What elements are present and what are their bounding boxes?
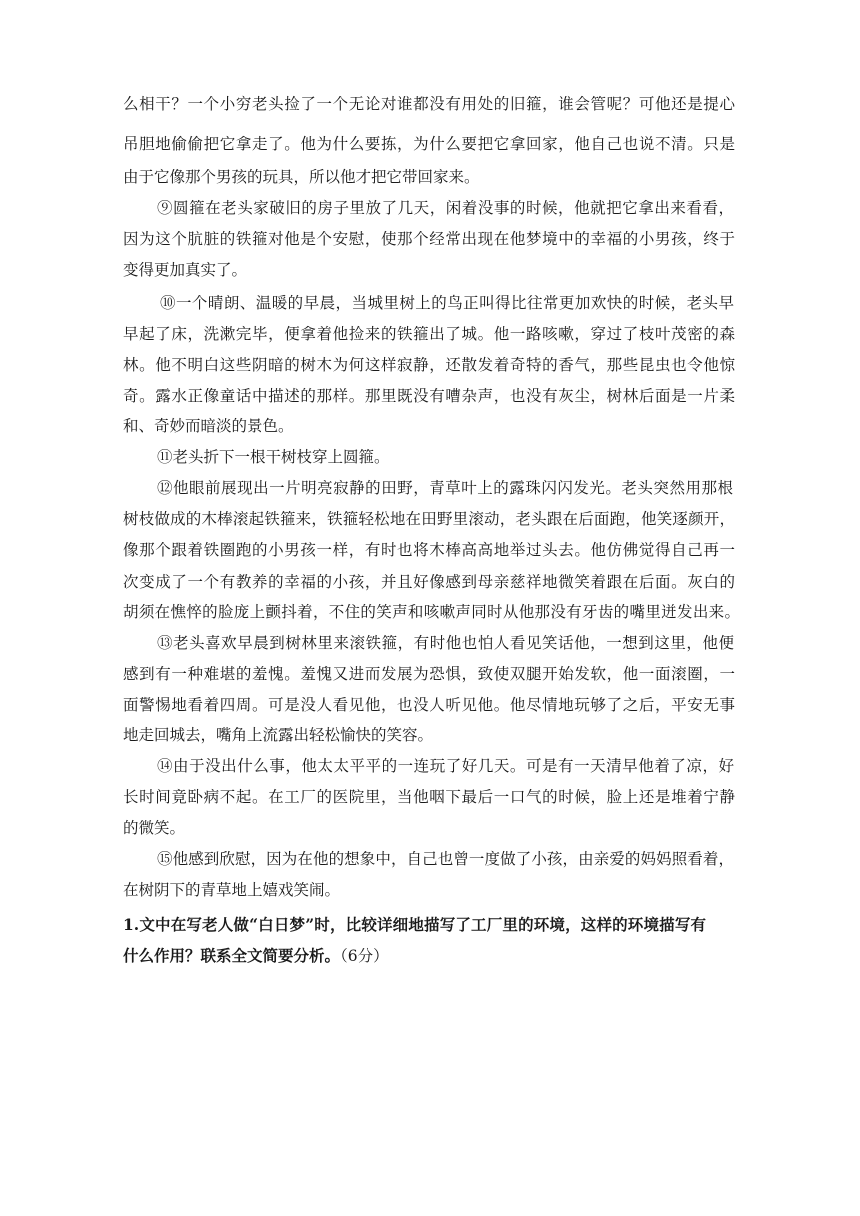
paragraph-13-line: ⑬老头喜欢早晨到树林里来滚铁箍，有时他也怕人看见笑话他，一想到这里，他便	[157, 634, 734, 652]
text-line: 早起了床，洗漱完毕，便拿着他捡来的铁箍出了城。他一路咳嗽，穿过了枝叶茂密的森	[123, 325, 735, 343]
paragraph-11-line: ⑪老头折下一根干树枝穿上圆箍。	[157, 448, 390, 466]
text-line: 吊胆地偷偷把它拿走了。他为什么要拣，为什么要把它拿回家，他自己也说不清。只是	[123, 135, 735, 153]
text-line: 林。他不明白这些阴暗的树木为何这样寂静，还散发着奇特的香气，那些昆虫也令他惊	[123, 356, 735, 374]
paragraph-10-line: ⑩一个晴朗、温暖的早晨，当城里树上的鸟正叫得比往常更加欢快的时候，老头早	[160, 294, 734, 312]
text-line: 在树阴下的青草地上嬉戏笑闹。	[123, 881, 341, 899]
text-line: 地走回城去，嘴角上流露出轻松愉快的笑容。	[123, 726, 434, 744]
paragraph-12-line	[157, 478, 733, 498]
underlined-text-line: 次变成了一个有教养的幸福的小孩，并且好像感到母亲慈祥地微笑着跟在后面。灰白的	[123, 573, 735, 591]
text-line: 么相干？一个小穷老头捡了一个无论对谁都没有用处的旧箍，谁会管呢？可他还是提心	[123, 95, 735, 113]
text-line: 变得更加真实了。	[123, 261, 248, 279]
text-line: 面警惕地看着四周。可是没人看见他，也没人听见他。他尽情地玩够了之后，平安无事	[123, 696, 735, 714]
paragraph-9-line: ⑨圆箍在老头家破旧的房子里放了几天，闲着没事的时候，他就把它拿出来看看，	[157, 199, 734, 217]
paragraph-14-line: ⑭由于没出什么事，他太太平平的一连玩了好几天。可是有一天清早他着了凉，好	[157, 757, 734, 775]
question-marks: （6分）	[340, 947, 389, 965]
question-line: 1.文中在写老人做“白日梦”时，比较详细地描写了工厂里的环境，这样的环境描写有	[123, 915, 706, 934]
text-line: 感到有一种难堪的羞愧。羞愧又进而发展为恐惧，致使双腿开始发软，他一面滚圈，一	[123, 665, 735, 683]
underlined-text-line: 像那个跟着铁圈跑的小男孩一样，有时也将木棒高高地举过头去。他仿佛觉得自己再一	[123, 541, 735, 559]
text-line: 奇。露水正像童话中描述的那样。那里既没有嘈杂声，也没有灰尘，树林后面是一片柔	[123, 387, 735, 405]
question-text: 什么作用？联系全文简要分析。	[123, 946, 341, 965]
underlined-text: ⑫他眼前展现出一片明亮寂静的田野，青草叶上的露珠闪闪发光。老头突然用那根	[157, 479, 733, 497]
text-line: 长时间竟卧病不起。在工厂的医院里，当他咽下最后一口气的时候，脸上还是堆着宁静	[123, 788, 735, 806]
underlined-text-line: 树枝做成的木棒滚起铁箍来，铁箍轻松地在田野里滚动，老头跟在后面跑，他笑逐颜开，	[123, 510, 735, 528]
paragraph-15-line: ⑮他感到欣慰，因为在他的想象中，自己也曾一度做了小孩，由亲爱的妈妈照看着，	[157, 850, 734, 868]
text-line: 的微笑。	[123, 819, 186, 837]
text-line: 因为这个肮脏的铁箍对他是个安慰，使那个经常出现在他梦境中的幸福的小男孩，终于	[123, 230, 735, 248]
text-line: 和、奇妙而暗淡的景色。	[123, 417, 294, 435]
text-line: 由于它像那个男孩的玩具，所以他才把它带回家来。	[123, 168, 480, 186]
underlined-text-line: 胡须在憔悴的脸庞上颤抖着，不住的笑声和咳嗽声同时从他那没有牙齿的嘴里迸发出来。	[123, 603, 740, 621]
question-line	[123, 946, 453, 966]
